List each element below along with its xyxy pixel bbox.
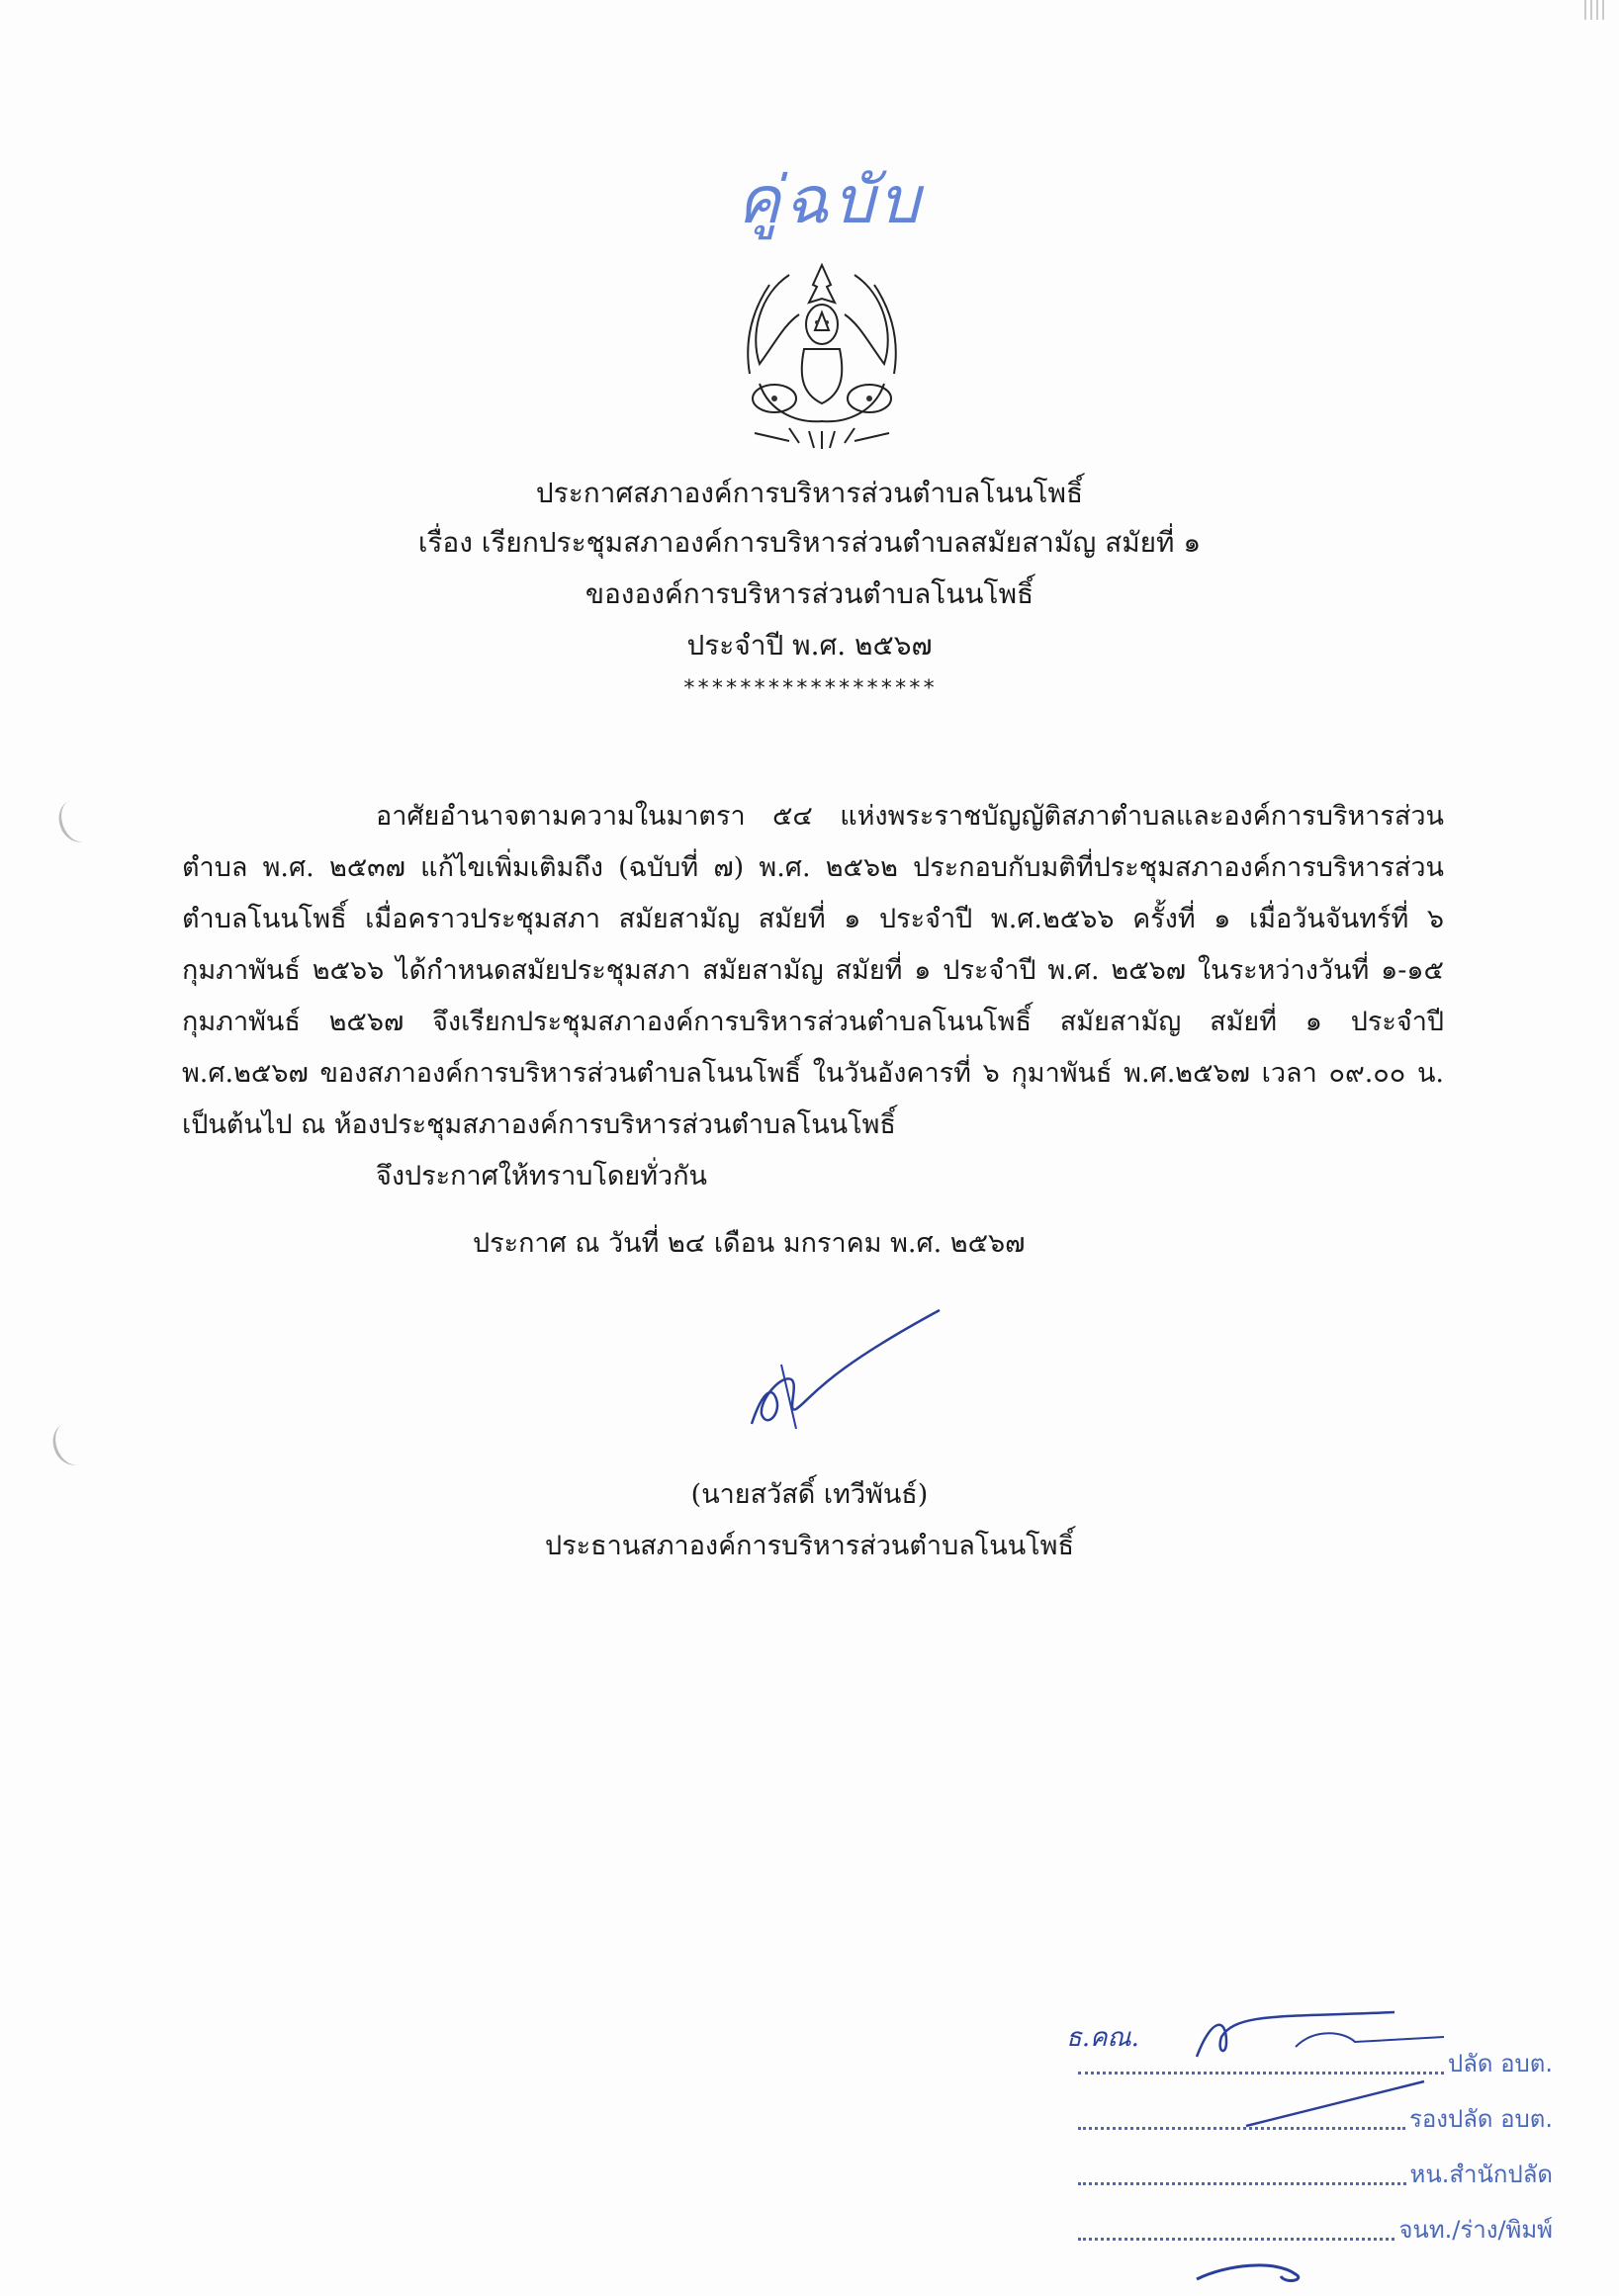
announcement-organization: ขององค์การบริหารส่วนตำบลโนนโพธิ์ bbox=[585, 577, 1034, 610]
announcement-title: ประกาศสภาองค์การบริหารส่วนตำบลโนนโพธิ์ bbox=[535, 477, 1084, 509]
routing-row-label: รองปลัด อบต. bbox=[1408, 2105, 1553, 2133]
routing-row-assistant bbox=[1078, 2082, 1553, 2138]
routing-row-office-head bbox=[1078, 2138, 1553, 2193]
routing-row-typist bbox=[1078, 2193, 1553, 2249]
routing-row-label: จนท./ร่าง/พิมพ์ bbox=[1398, 2216, 1553, 2244]
announcement-date: ประกาศ ณ วันที่ ๒๔ เดือน มกราคม พ.ศ. ๒๕๖๗ bbox=[473, 1228, 1026, 1259]
announcement-subject: เรื่อง เรียกประชุมสภาองค์การบริหารส่วนตำบลสมัยสามัญ สมัยที่ ๑ bbox=[417, 526, 1202, 559]
routing-block bbox=[1078, 2027, 1553, 2249]
corner-scan-marks bbox=[1579, 0, 1619, 20]
announcement-year: ประจำปี พ.ศ. ๒๕๖๗ bbox=[686, 629, 933, 662]
punch-hole-mark bbox=[53, 794, 103, 847]
copy-stamp: คู่ฉบับ bbox=[737, 162, 924, 238]
routing-row-label: หน.สำนักปลัด bbox=[1409, 2161, 1553, 2188]
signer-title: ประธานสภาองค์การบริหารส่วนตำบลโนนโพธิ์ bbox=[545, 1531, 1074, 1561]
punch-hole-mark bbox=[47, 1417, 97, 1470]
routing-initial: ธ.คณ. bbox=[1066, 2023, 1139, 2053]
body-paragraph: อาศัยอำนาจตามความในมาตรา ๕๔ แห่งพระราชบัญญัติสภาตำบลและองค์การบริหารส่วนตำบล พ.ศ. ๒๕๓๗ แก้ไขเพิ่มเติมถึง (ฉบับที่ ๗) พ.ศ. ๒๕๖๒ ประกอบกับมติที่ประชุมสภาองค์การบริหารส่วนตำบลโนนโพธิ์ เมื่อคราวประชุมสภา สมัยสามัญ สมัยที่ ๑ ประจำปี พ.ศ.๒๕๖๖ ครั้งที่ ๑ เมื่อวันจันทร์ที่ ๖ กุมภาพันธ์ ๒๕๖๖ ได้กำหนดสมัยประชุมสภา สมัยสามัญ สมัยที่ ๑ ประจำปี พ.ศ. ๒๕๖๗ ในระหว่างวันที่ ๑-๑๕ กุมภาพันธ์ ๒๕๖๗ จึงเรียกประชุมสภาองค์การบริหารส่วนตำบลโนนโพธิ์ สมัยสามัญ สมัยที่ ๑ ประจำปี พ.ศ.๒๕๖๗ ของสภาองค์การบริหารส่วนตำบลโนนโพธิ์ ในวันอังคารที่ ๖ กุมาพันธ์ พ.ศ.๒๕๖๗ เวลา ๐๙.๐๐ น. เป็นต้นไป ณ ห้องประชุมสภาองค์การบริหารส่วนตำบลโนนโพธิ์ bbox=[182, 801, 1444, 1140]
routing-row-label: ปลัด อบต. bbox=[1447, 2050, 1553, 2077]
routing-row-deputy-chief bbox=[1078, 2027, 1553, 2082]
separator: ****************** bbox=[682, 676, 937, 701]
signer-name: (นายสวัสดิ์ เทวีพันธ์) bbox=[690, 1479, 929, 1510]
chairman-signature bbox=[732, 1305, 959, 1444]
garuda-emblem-icon bbox=[730, 255, 914, 451]
notice-line: จึงประกาศให้ทราบโดยทั่วกัน bbox=[376, 1161, 707, 1192]
